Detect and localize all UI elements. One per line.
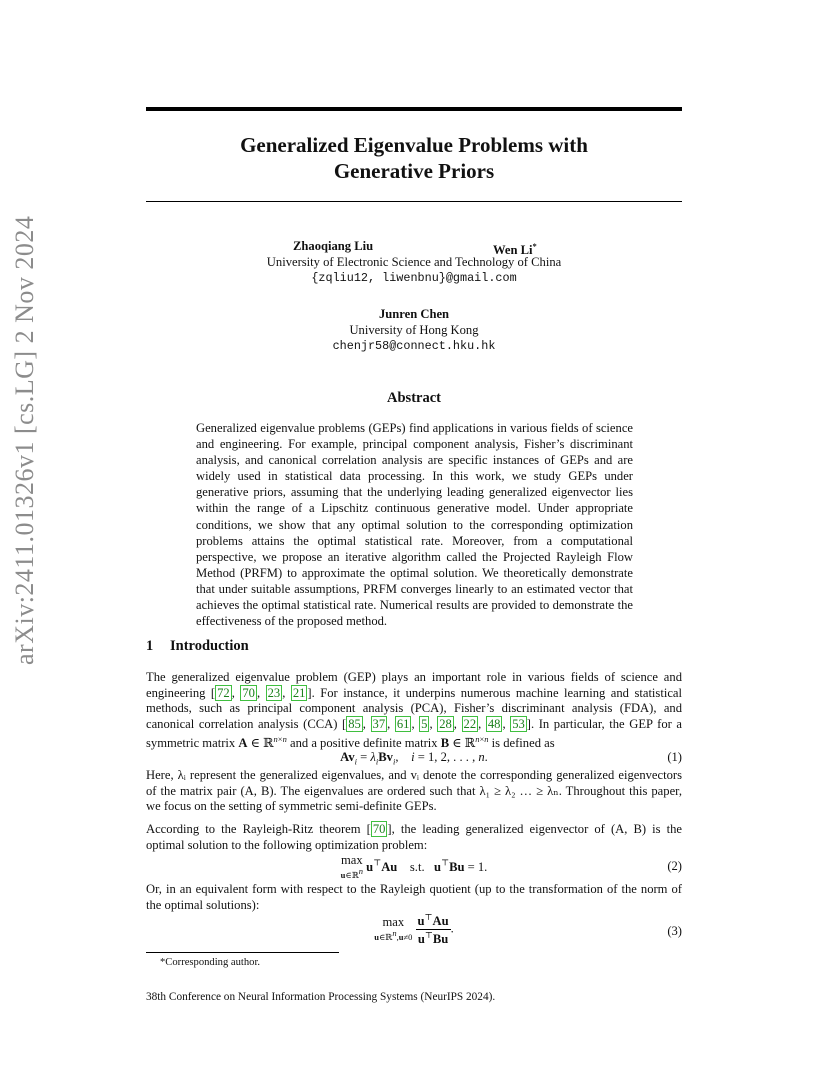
author-1: Zhaoqiang Liu (293, 239, 374, 253)
citation-link[interactable]: 61 (396, 716, 410, 731)
citation-link[interactable]: 48 (487, 716, 501, 731)
intro-paragraph-2: Here, λᵢ represent the generalized eigenvalues, and vᵢ denote the corresponding generalized eigenvectors of the matrix pair (A, B). The eigenvalues are ordered such that λ₁ ≥ λ₂ … ≥ λₙ. Throughout this paper, we focus on the setting of symmetric semi-definite GEPs. (146, 768, 682, 813)
author-block-1 (146, 238, 682, 286)
section-heading (146, 638, 249, 655)
section-number: 1 (146, 638, 154, 654)
abstract-text: Generalized eigenvalue problems (GEPs) find applications in various fields of science and engineering. For example, principal component analysis, Fisher’s discriminant analysis, and canonical correlation analysis are specific instances of GEPs and are widely used in statistical data processing. In this work, we study GEPs under generative priors, assuming that the underlying leading generalized eigenvector lies within the range of a Lipschitz continuous generative model. Under appropriate conditions, we show that any optimal solution to the corresponding optimization problems attains the optimal statistical rate. Moreover, from a computational perspective, we propose an iterative algorithm called the Projected Rayleigh Flow Method (PRFM) to approximate the optimal solution. We theoretically demonstrate that under suitable assumptions, PRFM converges linearly to an estimated vector that achieves the optimal statistical rate. Numerical results are provided to demonstrate the effectiveness of the proposed method. (196, 421, 633, 629)
arxiv-stamp: arXiv:2411.01326v1 [cs.LG] 2 Nov 2024 (10, 215, 39, 665)
citation-link[interactable]: 21 (292, 685, 306, 700)
equation-1-tag: (1) (667, 750, 682, 764)
citation-link[interactable]: 70 (372, 822, 386, 836)
intro-paragraph-4: Or, in an equivalent form with respect to the Rayleigh quotient (up to the transformation of the norm of the optimal solutions): (146, 882, 682, 912)
author-names (146, 238, 682, 258)
citation-link[interactable]: 70 (242, 685, 255, 700)
citation-link[interactable]: 23 (267, 685, 281, 700)
citation-link[interactable]: 22 (463, 716, 477, 731)
affiliation-1: University of Electronic Science and Technology of China (266, 255, 562, 269)
venue-line: 38th Conference on Neural Information Processing Systems (NeurIPS 2024). (146, 991, 496, 1003)
equation-2-tag: (2) (667, 859, 682, 873)
intro-paragraph-3: According to the Rayleigh-Ritz theorem [ 70 ], the leading generalized eigenvector of (A, B) is the optimal solution to the following optimization problem: (146, 822, 682, 852)
affiliation-2: University of Hong Kong (349, 323, 479, 337)
author-2-mark: * (532, 241, 537, 251)
citation-link[interactable]: 5 (421, 716, 428, 731)
email-2[interactable]: chenjr58@connect.hku.hk (332, 339, 496, 353)
footnote-rule (146, 952, 339, 953)
citation-link[interactable]: 53 (512, 716, 525, 731)
abstract-heading: Abstract (387, 390, 441, 406)
equation-3-tag: (3) (667, 924, 682, 938)
citation-link[interactable]: 85 (348, 716, 361, 731)
title-rule-top (146, 107, 682, 111)
citation-link[interactable]: 28 (439, 716, 452, 731)
title-rule-bottom (146, 201, 682, 202)
title-line-1: Generalized Eigenvalue Problems with (240, 133, 588, 157)
author-block-2 (146, 306, 682, 354)
citation-link[interactable]: 72 (217, 685, 230, 700)
title-line-2: Generative Priors (333, 159, 495, 183)
author-3: Junren Chen (378, 307, 450, 321)
intro-paragraph-1: The generalized eigenvalue problem (GEP) plays an important role in various fields of science and engineering [ 72 , 70 , 23 , 21 ]. For instance, it underpins numerous machine learning and statistical methods, such as principal component analysis (PCA), Fisher’s discriminant analysis (FDA), and canonical correlation analysis (CCA) [ 85 , 37 , 61 , 5 , 28 , 22 , 48 , 53 ]. In particular, the GEP for a symmetric matrix A ∈ ℝ$^{n\times n}$ and a positive definite matrix B ∈ ℝ$^{n\times n}$ is defined as (146, 670, 683, 751)
footnote: *Corresponding author. (160, 957, 261, 968)
email-1[interactable]: {zqliu12, liwenbnu}@gmail.com (311, 271, 517, 285)
citation-link[interactable]: 37 (372, 716, 386, 731)
author-2: Wen Li* (493, 241, 537, 258)
paper-title (146, 132, 682, 184)
section-title: Introduction (170, 638, 249, 654)
